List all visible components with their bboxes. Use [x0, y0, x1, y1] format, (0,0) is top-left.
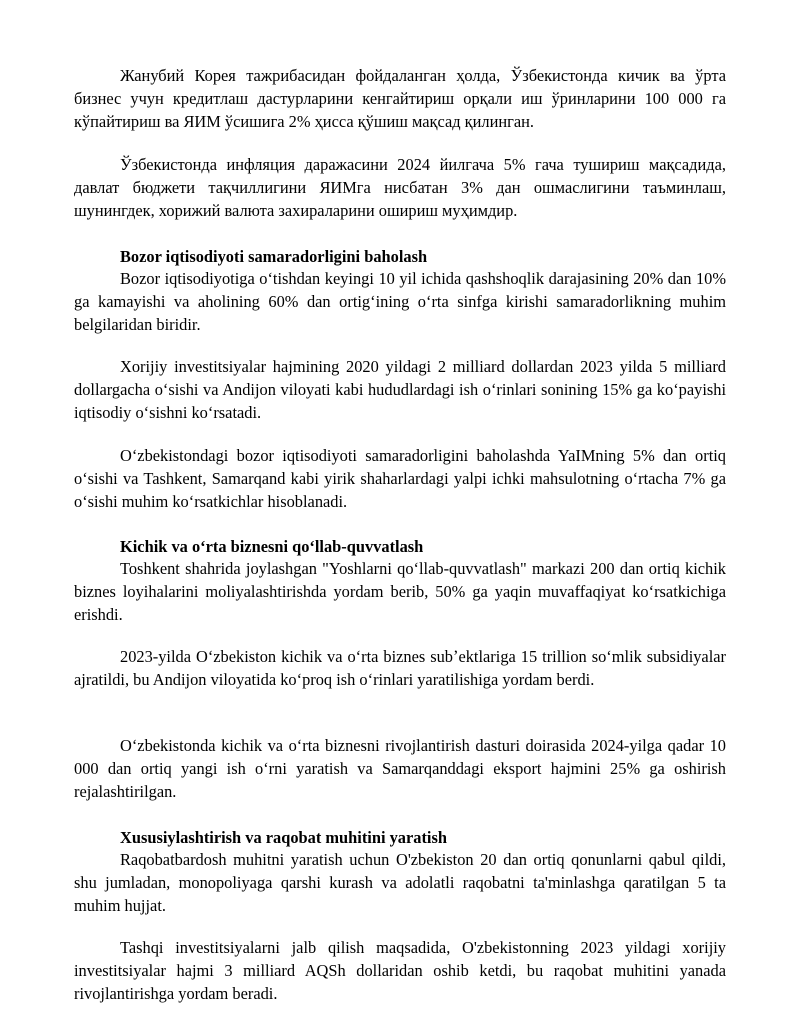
section1-paragraph-1: Bozor iqtisodiyotiga oʻtishdan keyingi 10 yil ichida qashshoqlik darajasining 20% dan 10% ga kamayishi va aholining 60% dan ortigʻining oʻrta sinfga kirishi samaradorlikning muhim belgilaridan biridir.	[74, 269, 726, 334]
section-heading-xususiy: Xususiylashtirish va raqobat muhitini yaratish	[120, 828, 447, 847]
intro-paragraph-2: Ўзбекистонда инфляция даражасини 2024 йилгача 5% гача тушириш мақсадида, давлат бюджети тақчиллигини ЯИМга нисбатан 3% дан ошмаслигини таъминлаш, шунингдек, хорижий валюта захираларини ошириш муҳимдир.	[74, 155, 726, 220]
section1-paragraph-3: Oʻzbekistondagi bozor iqtisodiyoti samaradorligini baholashda YaIMning 5% dan ortiq oʻsishi va Tashkent, Samarqand kabi yirik shaharlardagi yalpi ichki mahsulotning oʻrtacha 7% ga oʻsishi muhim koʻrsatkichlar hisoblanadi.	[74, 446, 726, 511]
section1-paragraph-2: Xorijiy investitsiyalar hajmining 2020 yildagi 2 milliard dollardan 2023 yilda 5 milliard dollargacha oʻsishi va Andijon viloyati kabi hududlardagi ish oʻrinlari sonining 15% ga koʻpayishi iqtisodiy oʻsishni koʻrsatadi.	[74, 357, 726, 422]
section2-paragraph-3: Oʻzbekistonda kichik va oʻrta biznesni rivojlantirish dasturi doirasida 2024-yilga qadar 10 000 dan ortiq yangi ish oʻrni yaratish va Samarqanddagi eksport hajmini 25% ga oshirish rejalashtirilgan.	[74, 736, 726, 801]
section2-paragraph-2: 2023-yilda Oʻzbekiston kichik va oʻrta biznes subʼektlariga 15 trillion soʻmlik subsidiyalar ajratildi, bu Andijon viloyatida koʻproq ish oʻrinlari yaratilishiga yordam berdi.	[74, 647, 726, 689]
section-heading-kichik: Kichik va oʻrta biznesni qoʻllab-quvvatlash	[120, 537, 424, 556]
intro-paragraph-1: Жанубий Корея тажрибасидан фойдаланган ҳолда, Ўзбекистонда кичик ва ўрта бизнес учун кредитлаш дастурларини кенгайтириш орқали иш ўринларини 100 000 га кўпайтириш ва ЯИМ ўсишига 2% ҳисса қўшиш мақсад қилинган.	[74, 66, 726, 131]
section3-paragraph-1: Raqobatbardosh muhitni yaratish uchun O'zbekiston 20 dan ortiq qonunlarni qabul qildi, shu jumladan, monopoliyaga qarshi kurash va adolatli raqobatni ta'minlashga qaratilgan 5 ta muhim hujjat.	[74, 850, 726, 915]
section3-paragraph-2: Tashqi investitsiyalarni jalb qilish maqsadida, O'zbekistonning 2023 yildagi xorijiy investitsiyalar hajmi 3 milliard AQSh dollaridan oshib ketdi, bu raqobat muhitini yanada rivojlantirishga yordam beradi.	[74, 938, 726, 1003]
section2-paragraph-1: Toshkent shahrida joylashgan "Yoshlarni qoʻllab-quvvatlash" markazi 200 dan ortiq kichik biznes loyihalarini moliyalashtirishda yordam berib, 50% ga yaqin muvaffaqiyat koʻrsatkichiga erishdi.	[74, 559, 726, 624]
section-heading-bozor: Bozor iqtisodiyoti samaradorligini baholash	[120, 247, 428, 266]
